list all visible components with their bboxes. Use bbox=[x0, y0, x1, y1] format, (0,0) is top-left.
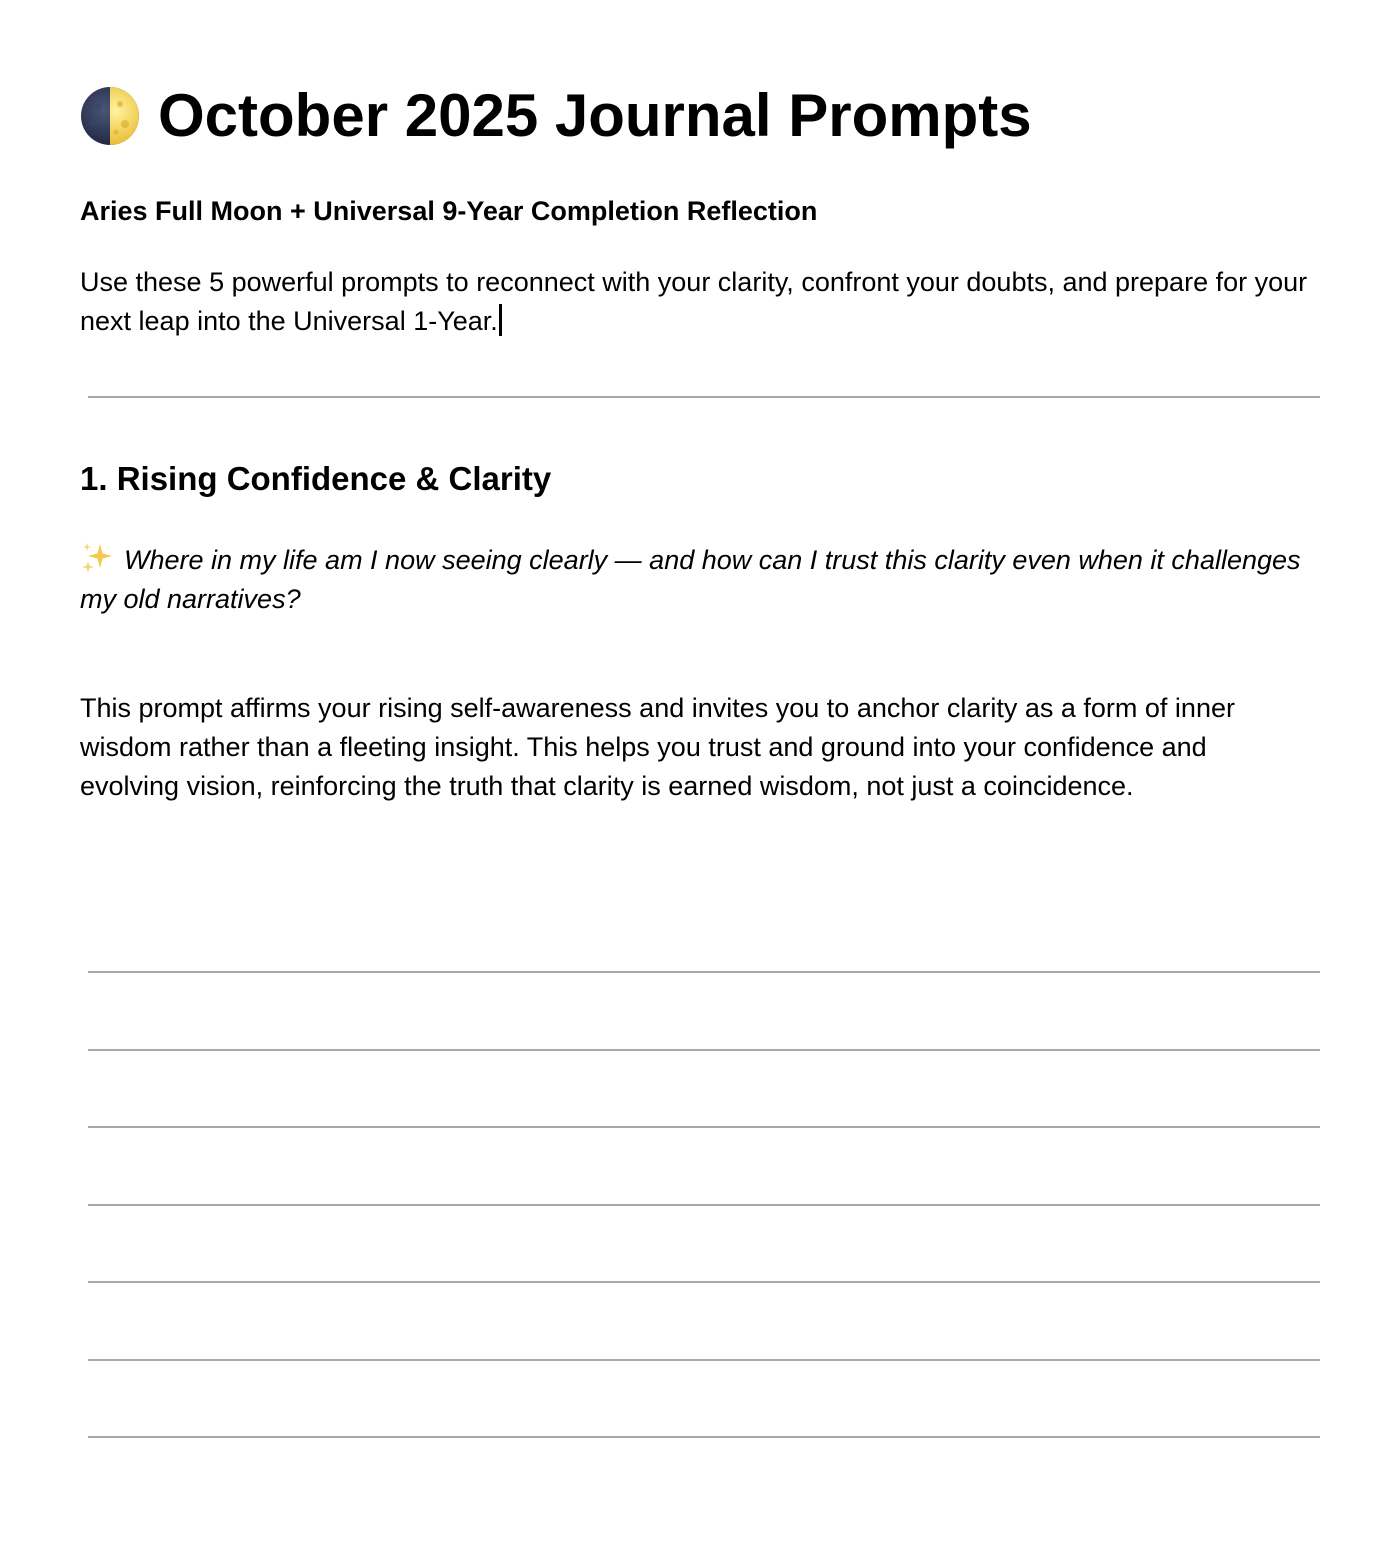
journal-prompt bbox=[80, 541, 1310, 619]
writing-line[interactable] bbox=[88, 1126, 1320, 1128]
section-heading: 1. Rising Confidence & Clarity bbox=[80, 460, 552, 497]
writing-line[interactable] bbox=[88, 1204, 1320, 1206]
prompt-text: Where in my life am I now seeing clearly — and how can I trust this clarity even when it challenges my old narratives? bbox=[80, 545, 1301, 614]
section-divider bbox=[88, 396, 1320, 398]
writing-line[interactable] bbox=[88, 1359, 1320, 1361]
intro-text: Use these 5 powerful prompts to reconnect with your clarity, confront your doubts, and prepare for your next leap into the Universal 1-Year. bbox=[80, 267, 1308, 336]
text-cursor bbox=[499, 304, 502, 336]
writing-line[interactable] bbox=[88, 971, 1320, 973]
intro-paragraph[interactable] bbox=[80, 263, 1330, 341]
title-row bbox=[80, 80, 1032, 152]
page-title: October 2025 Journal Prompts bbox=[158, 82, 1032, 149]
writing-line[interactable] bbox=[88, 1049, 1320, 1051]
writing-line[interactable] bbox=[88, 1281, 1320, 1283]
writing-line[interactable] bbox=[88, 1436, 1320, 1438]
sparkles-icon bbox=[80, 541, 114, 575]
prompt-explanation: This prompt affirms your rising self-awareness and invites you to anchor clarity as a form of inner wisdom rather than a fleeting insight. This helps you trust and ground into your confidence and evolving vision, reinforcing the truth that clarity is earned wisdom, not just a coincidence. bbox=[80, 693, 1235, 801]
page-subtitle: Aries Full Moon + Universal 9-Year Completion Reflection bbox=[80, 196, 818, 226]
first-quarter-moon-icon bbox=[80, 86, 140, 146]
